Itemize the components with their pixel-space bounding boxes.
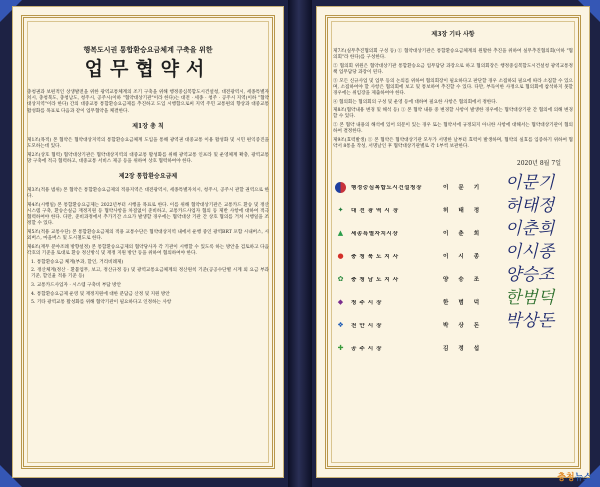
- signatory-org: 청 주 시 장: [351, 299, 382, 306]
- signatory-name: 양승조: [443, 276, 490, 283]
- article-7: 제7조(실무추진협의회 구성 등) ① 협약대상기관은 통합환승요금체계의 원활한 추진을 위하여 실무추진협의회(이하 "협의회"라 한다)를 구성한다.: [333, 49, 573, 61]
- daejeon-emblem-icon: ✦: [337, 206, 344, 215]
- signatory-name: 이춘희: [443, 230, 490, 237]
- taeguk-emblem-icon: [335, 182, 346, 193]
- signatory-org: 충 청 남 도 지 사: [351, 276, 399, 283]
- agreement-page-left: [12, 6, 284, 478]
- signatory-name: 김정섭: [443, 345, 490, 352]
- signatory-org: 충 청 북 도 지 사: [351, 253, 399, 260]
- signatory-org: 세종특별자치시장: [351, 230, 399, 237]
- document-title: 업무협약서: [84, 58, 212, 80]
- article-1: 제1조(목적) 본 협약은 협약대상지역의 통합환승요금체계 도입을 통해 광역권 대중교통 이용 활성화 및 시민 편익증진을 도모하는데 있다.: [27, 137, 269, 150]
- handwritten-signature: 이춘희: [505, 219, 555, 240]
- page-left-content: [27, 21, 269, 467]
- article-5: 제5조(적용 교통수단) 본 통합환승요금제의 적용 교통수단은 협약대상지역 내에서 운행 중인 광역BRT 포함 시내버스, 시외버스, 마을버스 및 도시철도로 한다.: [27, 230, 269, 242]
- signatory-row: [333, 337, 573, 360]
- gongju-emblem-icon: ✚: [337, 344, 344, 353]
- signatory-org: 천 안 시 장: [351, 322, 382, 329]
- handwritten-signature: 한범덕: [505, 288, 555, 309]
- signatory-name: 허태정: [443, 207, 490, 214]
- article-7-clause: ② 협의회 위원은 협약대상기관 통합환승요금 업무담당 과장으로 하고 협의회장은 행정중심복합도시건설청 광역교통정책 업무담당 과장이 된다.: [333, 63, 573, 75]
- document-subtitle: 행복도시권 통합환승요금체계 구축을 위한: [83, 45, 213, 54]
- article-6: 제6조(재무 분야조례 방향설정) 본 통합환승요금제의 협약당사자 각 기관이 시행할 수 있도록 하는 방안을 검토하고 다음 각호의 기준을 토대로 환승 정산방식 및 재정 지원 방안 등을 위하여 협의하여야 한다.: [27, 244, 269, 257]
- agreement-page-right: [316, 6, 590, 478]
- page-right-content: [333, 23, 573, 467]
- article-7-clause: ④ 협의회는 협의회의 구성 및 운영 등에 대하여 필요한 사항은 협의회에서 정한다.: [333, 99, 498, 105]
- article-2: 제2조(상호 협력) 협약대상기관은 협약대상지역의 대중교통 활성화를 위해 광역교통 인프라 및 운영체계 확충, 광역교통망 구축에 적극 협력하고, 대중교통 서비스 제공 등을 위하여 상호 협력하여야 한다.: [27, 152, 269, 164]
- chapter-3-heading: 제3장 기타 사항: [431, 31, 475, 38]
- chungnam-emblem-icon: ✿: [337, 275, 344, 284]
- article-4: 제4조(시행일) 본 통합환승요금제는 2022년부터 시행을 목표로 한다. 이를 위해 협약대상기관은 교통카드 환승 및 정산시스템 구축, 환승손실금 재정지원 등 협약사항을 차질없이 준비하고, 교통카드사업자 협의 등 제반 사항에 대하여 적극 협력하여야 한다. 다만, 준비과정에서 추가기간 소요가 발생할 경우에는 협약대상 기관 간 상호 협의를 거쳐 시행일을 조정할 수 있다.: [27, 202, 269, 227]
- signatory-name: 이문기: [443, 184, 490, 191]
- article-7-clause: ③ 모든 신규사업 및 업무 등의 논의를 위하여 협의회장이 필요하다고 판단할 경우 소집하되 필요에 따라 소집할 수 있으며, 소집하여야 할 사항은 협의회에 보고 및 통보하여 추진할 수 있다. 다만, 부득이한 사정으로 협의회에 참석하지 못할 경우에는 위임장을 제출하여야 한다.: [333, 78, 573, 96]
- article-6-item: 4. 통합환승요금제 운영 및 재정지원에 대한 분담금 산정 및 지원 방안: [31, 291, 170, 297]
- signatory-name: 이시종: [443, 253, 490, 260]
- signatory-org: 행정중심복합도시건설청장: [351, 184, 422, 191]
- article-3: 제3조(적용 범위) 본 협약은 통합환승요금제의 적용지역은 대전광역시, 세종특별자치시, 청주시, 공주시 관할 권역으로 한다.: [27, 188, 269, 200]
- handwritten-signature: 양승조: [505, 265, 555, 286]
- signatory-list: [333, 173, 573, 360]
- logo-text-b: 뉴스: [574, 473, 592, 483]
- handwritten-signature: 이시종: [505, 242, 555, 263]
- signatory-row: [333, 311, 573, 337]
- signatory-name: 박상돈: [443, 322, 490, 329]
- handwritten-signature: 박상돈: [505, 311, 555, 332]
- logo-text-a: 충청: [557, 473, 575, 483]
- handwritten-signature: 허태정: [505, 196, 555, 217]
- article-8-clause: ② 본 협약 내용의 해석에 있어 의문이 있는 경우 또는 협약서에 규정되지 아니한 사항에 대해서는 협약대상기관이 협의하여 결정한다.: [333, 122, 573, 135]
- news-watermark-logo: [557, 470, 592, 483]
- chapter-1-heading: 제1장 총 칙: [132, 122, 164, 130]
- cheongju-emblem-icon: ◆: [337, 298, 344, 307]
- preamble: 충청권과 보편적인 상생발전을 위한 광역교통체계의 조기 구축을 위해 행정중심복합도시건설청, 대전광역시, 세종특별자치시, 충청북도, 충청남도, 청주시, 공주시(이하 "협약대상기관"이라 한다)는 대전 · 세종 · 청주 · 공주시 지역(이하 "협약대상지역"이라 한다) 간의 대중교통 통합환승요금제를 추진하고 도입 시행함으로써 지역 주민 교통편의 향상과 대중교통 활성화를 목표로 다음과 같이 업무협약을 체결한다.: [27, 90, 269, 114]
- signatory-name: 한범덕: [443, 299, 490, 306]
- sejong-emblem-icon: ▲: [337, 229, 344, 238]
- signatory-org: 대 전 광 역 시 장: [351, 207, 399, 214]
- article-6-item: 5. 기타 광역교통 활성화를 위해 협약기관이 필요하다고 인정하는 사항: [31, 300, 172, 306]
- chapter-2-heading: 제2장 통합환승요금제: [118, 173, 178, 181]
- handwritten-signature: 이문기: [505, 173, 555, 194]
- article-6-item: 3. 교통카드사업자 · 시스템 구축비 부담 방안: [31, 283, 122, 288]
- article-9: 제9조(효력발생) ① 본 협약은 협약대상기관 모두가 서명한 날부터 효력이 발생하며, 협약의 실효를 입증하기 위하여 협약서 8통을 작성, 서명날인 후 협약대상기관별로 각 1부씩 보관한다.: [333, 137, 573, 149]
- signatory-org: 공 주 시 장: [351, 345, 382, 352]
- signing-date: 2020년 8월 7일: [516, 160, 561, 168]
- article-6-item: 1. 통합환승요금 체계(부과, 할인, 거리비례제): [31, 259, 124, 265]
- article-6-item: 2. 정산체계(정산 · 환불업무, 보고, 정산규정 등) 및 광역교통요금체계의 정산원칙 기준(공공수단별 시계 외 요금 부과기준, 할인율 적용 기준 등): [31, 268, 269, 280]
- cheonan-emblem-icon: ❖: [337, 321, 344, 330]
- article-8: 제8조(협약내용 변경 및 해석 등) ① 본 협약 내용 중 변경할 사항이 발생한 경우에는 협약대상기관 간 협의에 의해 변경할 수 있다.: [333, 108, 573, 120]
- chungbuk-emblem-icon: ●: [337, 252, 344, 261]
- folder-spine: [288, 0, 312, 487]
